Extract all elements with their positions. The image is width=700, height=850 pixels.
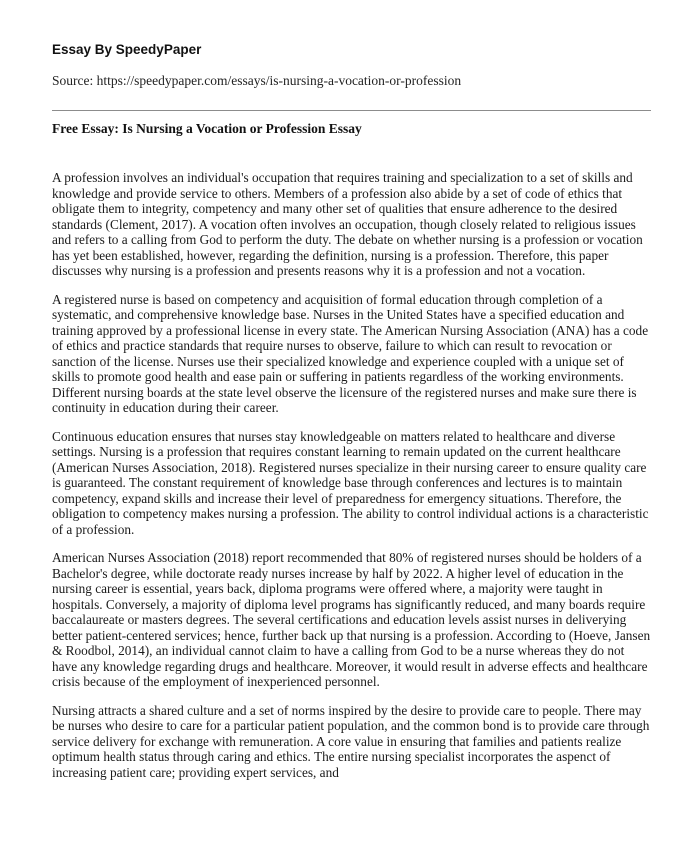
source-line[interactable]: Source: https://speedypaper.com/essays/is-nursing-a-vocation-or-profession (52, 73, 462, 88)
paragraph-5: Nursing attracts a shared culture and a set of norms inspired by the desire to provide care to people. There may be nurses who desire to care for a particular patient population, and the common bond is to provide care through service delivery for exchange with remuneration. A core value in ensuring that families and patients realize optimum health status through caring and ethics. The entire nursing specialist incorporates the aspenct of increasing patient care; providing expert services, and (52, 702, 650, 780)
paragraph-3: Continuous education ensures that nurses stay knowledgeable on matters related to healthcare and diverse settings. Nursing is a profession that requires constant learning to remain updated on the current healthcare (American Nurses Association, 2018). Registered nurses specialize in their nursing career to ensure quality care is guaranteed. The constant requirement of knowledge base through conferences and lectures is to maintain competency, expand skills and increase their level of preparedness for emergency situations. Therefore, the obligation to competency makes nursing a profession. The ability to control individual actions is a characteristic of a profession. (52, 428, 649, 537)
site-header-title: Essay By SpeedyPaper (52, 42, 202, 57)
essay-body (52, 170, 652, 793)
essay-title: Free Essay: Is Nursing a Vocation or Profession Essay (52, 121, 362, 136)
divider (52, 110, 651, 111)
paragraph-1: A profession involves an individual's occupation that requires training and specialization to a set of skills and knowledge and provide service to others. Members of a profession also abide by a set of code of ethics that obligate them to integrity, competency and many other set of qualities that ensure adherence to the desired standards (Clement, 2017). A vocation often involves an occupation, though closely related to religious issues and refers to a calling from God to perform the duty. The debate on whether nursing is a profession or vocation has yet been established, however, regarding the definition, nursing is a profession. Therefore, this paper discusses why nursing is a profession and presents reasons why it is a profession and not a vocation. (52, 170, 643, 278)
paragraph-4: American Nurses Association (2018) report recommended that 80% of registered nurses should be holders of a Bachelor's degree, while doctorate ready nurses increase by half by 2022. A higher level of education in the nursing career is essential, years back, diploma programs were offered where, a majority were taught in hospitals. Conversely, a majority of diploma level programs has significantly reduced, and many boards require baccalaureate or masters degrees. The several certifications and education levels assist nurses in deliverying better patient-centered services; hence, further back up that nursing is a profession. According to (Hoeve, Jansen & Roodbol, 2014), an individual cannot claim to have a calling from God to be a nurse whereas they do not have any knowledge regarding drugs and healthcare. Moreover, it would result in adverse effects and healthcare crisis because of the employment of inexperienced personnel. (52, 550, 651, 689)
paragraph-2: A registered nurse is based on competency and acquisition of formal education through completion of a systematic, and comprehensive knowledge base. Nurses in the United States have a specified education and training approved by a professional license in every state. The American Nursing Association (ANA) has a code of ethics and practice standards that require nurses to observe, failure to which can result to revocation or sanction of the license. Nurses use their specialized knowledge and experience coupled with a unique set of skills to promote good health and ease pain or suffering in patients regardless of the working environments. Different nursing boards at the state level observe the licensure of the registered nurses and make sure there is continuity in education during their career. (52, 291, 649, 415)
